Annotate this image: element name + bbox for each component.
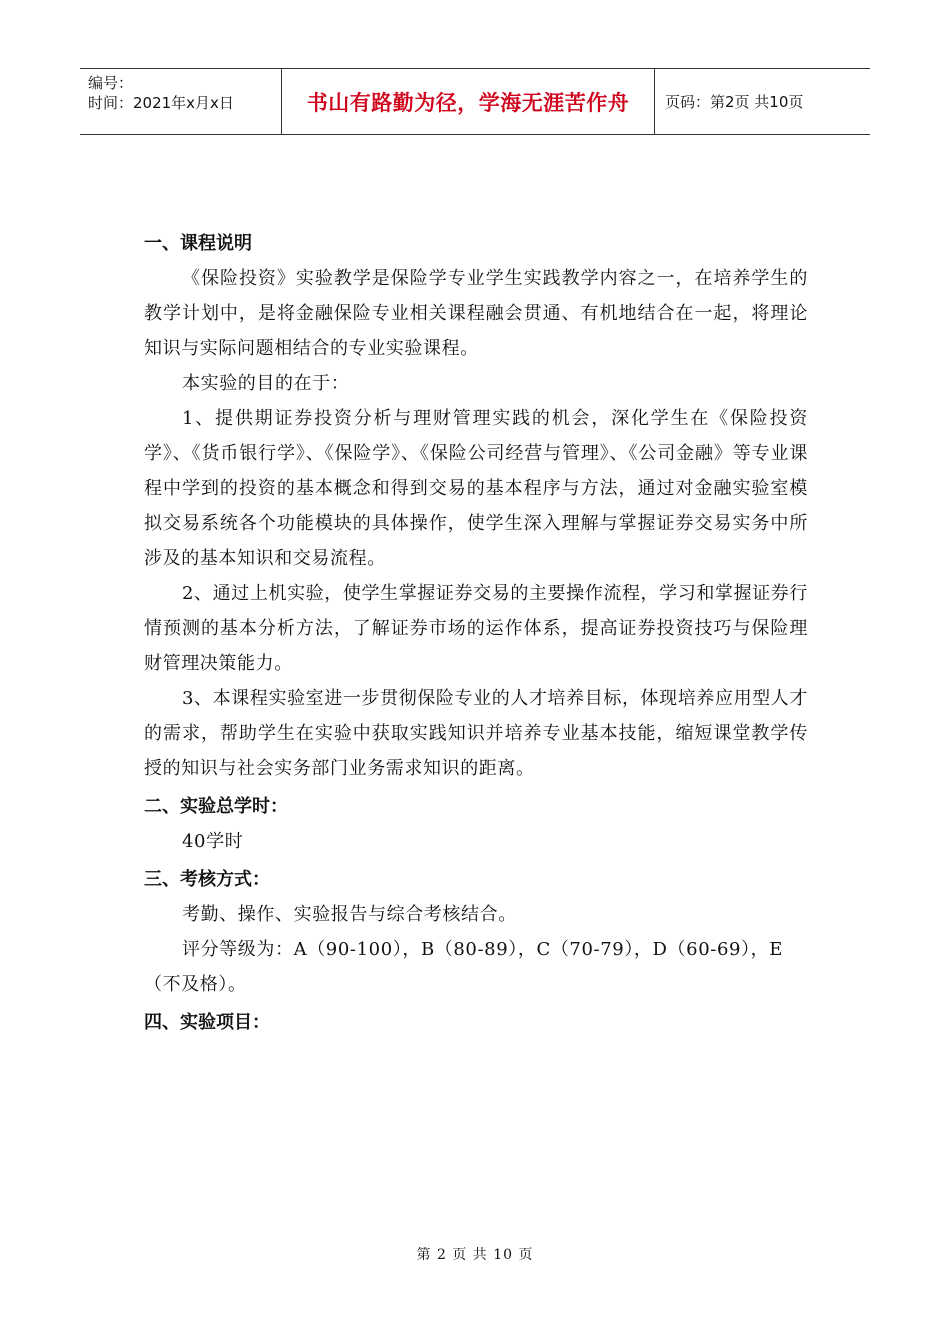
assessment-method: 考勤、操作、实验报告与综合考核结合。 xyxy=(182,904,517,925)
header-page-info: 页码：第2页 共10页 xyxy=(665,93,804,111)
page-footer: 第 2 页 共 10 页 xyxy=(416,1247,534,1263)
section-title-course: 一、课程说明 xyxy=(144,233,252,254)
paragraph-purpose-3: 3、本课程实验室进一步贯彻保险专业的人才培养目标，体现培养应用型人才的需求，帮助学生在实验中获取实践知识并培养专业基本技能，缩短课堂教学传授的知识与社会实务部门业务需求知识的距离。 xyxy=(144,688,808,779)
section-title-hours: 二、实验总学时： xyxy=(144,796,288,817)
paragraph-course-intro: 《保险投资》实验教学是保险学专业学生实践教学内容之一，在培养学生的教学计划中，是将金融保险专业相关课程融会贯通、有机地结合在一起，将理论知识与实际问题相结合的专业实验课程。 xyxy=(144,268,808,359)
document-body xyxy=(144,226,808,1040)
total-hours-value: 40学时 xyxy=(182,831,244,852)
paragraph-purpose-lead: 本实验的目的在于： xyxy=(182,373,350,394)
header-motto: 书山有路勤为径，学海无涯苦作舟 xyxy=(282,69,655,134)
serial-label: 编号： xyxy=(88,74,134,92)
paragraph-purpose-1: 1、提供期证券投资分析与理财管理实践的机会，深化学生在《保险投资学》、《货币银行学》、《保险学》、《保险公司经营与管理》、《公司金融》等专业课程中学到的投资的基本概念和得到交易的基本程序与方法，通过对金融实验室模拟交易系统各个功能模块的具体操作，使学生深入理解与掌握证券交易实务中所涉及的基本知识和交易流程。 xyxy=(144,408,808,569)
time-label: 时间：2021年x月x日 xyxy=(88,94,234,112)
page-header xyxy=(80,68,870,135)
grading-scale: 评分等级为：A（90-100），B（80-89），C（70-79），D（60-69），E（不及格）。 xyxy=(144,939,783,995)
section-title-assessment: 三、考核方式： xyxy=(144,869,270,890)
paragraph-purpose-2: 2、通过上机实验，使学生掌握证券交易的主要操作流程，学习和掌握证券行情预测的基本分析方法，了解证券市场的运作体系，提高证券投资技巧与保险理财管理决策能力。 xyxy=(144,583,808,674)
section-title-projects: 四、实验项目： xyxy=(144,1012,270,1033)
header-meta xyxy=(80,69,282,134)
